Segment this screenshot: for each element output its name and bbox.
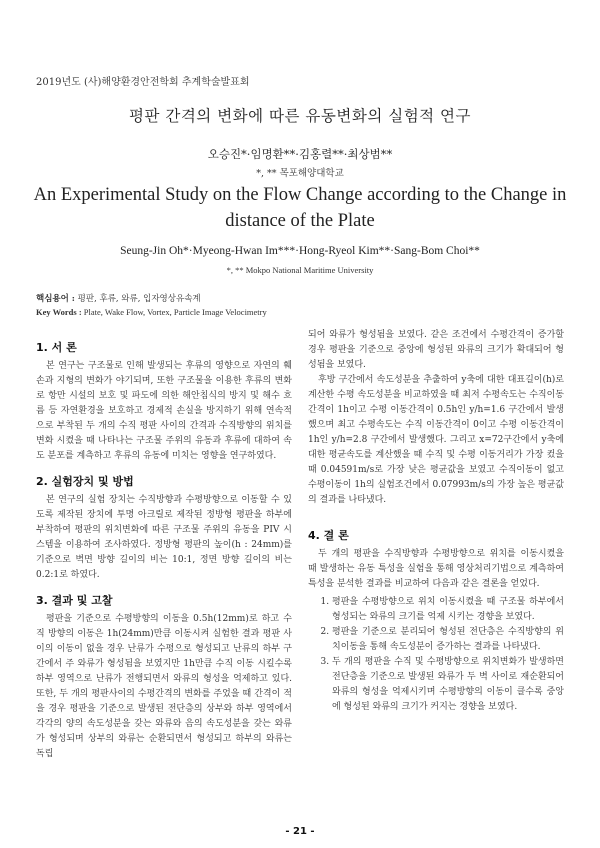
section-heading-conclusion: 4. 결 론 bbox=[308, 529, 349, 542]
right-column bbox=[308, 328, 564, 715]
keywords-english-label: Key Words : bbox=[36, 307, 82, 317]
section-text-conclusion: 두 개의 평판을 수직방향과 수평방향으로 위치를 이동시켰을 때 발생하는 유동 특성을 실험을 통해 영상처리기법으로 계측하여 특성을 분석한 결과를 비교하여 다음과 같은 결론을 얻었다. bbox=[308, 549, 564, 589]
spacer bbox=[308, 508, 564, 518]
conclusion-item: 1. 평판을 수평방향으로 위치 이동시켰을 때 구조물 하부에서 형성되는 와류의 크기를 억제 시키는 경향을 보였다. bbox=[332, 595, 564, 625]
section-heading-intro: 1. 서 론 bbox=[36, 341, 77, 354]
conclusion-item: 2. 평판을 기준으로 분리되어 형성된 전단층은 수직방향의 위치이동을 통해 속도성분이 증가하는 결과를 나타냈다. bbox=[332, 625, 564, 655]
section-heading-apparatus: 2. 실험장치 및 방법 bbox=[36, 475, 134, 488]
conference-header: 2019년도 (사)해양환경안전학회 추계학술발표회 bbox=[36, 77, 250, 88]
conclusion-list bbox=[308, 595, 564, 715]
section-text-results-continued: 되어 와류가 형성됨을 보였다. 같은 조건에서 수평간격이 증가할 경우 평판을 기준으로 중앙에 형성된 와류의 크기가 확대되어 형성됨을 보였다. bbox=[308, 330, 564, 370]
affiliation-english: *, ** Mokpo National Maritime University bbox=[226, 265, 374, 275]
section-heading-results: 3. 결과 및 고찰 bbox=[36, 594, 113, 607]
section-text-intro: 본 연구는 구조물로 인해 발생되는 후류의 영향으로 자연의 훼손과 지형의 변화가 야기되며, 또한 구조물을 이용한 후류의 변화로 항만 시설의 보호 및 파도에 의한 해안침식의 방지 및 해수 흐름 등 자연환경을 보호하고 경제적 손실을 방지하기 위해 연속적으로 부착된 두 개의 수직 평판 사이의 간격과 수직방향의 위치를 변화 시켰을 때 나타나는 구조물 주위의 유동과 후류에 대하여 속도 분포를 계측하고 후류의 유동에 미치는 영향을 연구하였다. bbox=[36, 361, 292, 461]
keywords-korean bbox=[36, 292, 201, 304]
authors-english: Seung-Jin Oh*·Myeong-Hwan Im***·Hong-Ryeol Kim**·Sang-Bom Choi** bbox=[120, 245, 480, 257]
keywords-korean-label: 핵심용어 : bbox=[36, 294, 75, 304]
keywords-korean-text: 평판, 후류, 와류, 입자영상유속계 bbox=[77, 294, 201, 304]
section-text-apparatus: 본 연구의 실험 장치는 수직방향과 수평방향으로 이동할 수 있도록 제작된 장치에 투명 아크릴로 제작된 정방형 평판을 하부에 부착하여 평판의 위치변화에 따른 구조물 주위의 유동을 PIV 시스템을 이용하여 조사하였다. 정방형 평판의 높이(h : 24mm)를 기준으로 벽면 방향 길이의 비는 10:1, 정면 방향 길이의 비는 0.2:1로 하였다. bbox=[36, 495, 292, 580]
conclusion-item: 3. 두 개의 평판을 수직 및 수평방향으로 위치변화가 발생하면 전단층을 기준으로 발생된 와류가 두 벽 사이로 재순환되어 와류의 형성을 억제시키며 수평방향의 이동이 클수록 중앙에 형성된 와류의 크기가 커지는 경향을 보였다. bbox=[332, 655, 564, 715]
page-number: - 21 - bbox=[285, 826, 315, 837]
title-korean: 평판 간격의 변화에 따른 유동변화의 실험적 연구 bbox=[128, 107, 472, 125]
affiliation-korean: *, ** 목포해양대학교 bbox=[256, 168, 344, 179]
authors-korean: 오승진*·임명환**·김홍렬**·최상범** bbox=[207, 147, 393, 161]
keywords-english-text: Plate, Wake Flow, Vortex, Particle Image Velocimetry bbox=[83, 307, 267, 317]
keywords-english bbox=[36, 307, 267, 317]
section-text-results-2: 후방 구간에서 속도성분을 추출하여 y축에 대한 대표길이(h)로 계산한 수평 속도성분을 비교하였을 때 최저 수평속도는 수직이동 간격이 1h이고 수평 이동간격이 0.5h인 y/h=1.6 구간에서 발생했으며 최고 수평속도는 수직 이동간격이 0이고 수평 이동간격이 1h인 y/h=2.8 구간에서 발생했다. 그리고 x=72구간에서 y축에 대한 평균속도를 계산했을 때 수직 및 수평 이동거리가 가장 컸을 때 0.04591m/s로 가장 낮은 평균값을 보였고 수직이동이 없고 수평이동이 1h의 실험조건에서 0.07993m/s의 가장 높은 평균값의 결과를 나타냈다. bbox=[308, 375, 564, 505]
section-text-results: 평판을 기준으로 수평방향의 이동을 0.5h(12mm)로 하고 수직 방향의 이동은 1h(24mm)만큼 이동시켜 실험한 결과 평판 사이의 이동이 없을 경우 난류가 수평으로 형성되고 난류의 하부 구간에서 주 와류가 형성됨을 보였지만 1h만큼 수직 이동 시킬수록 하부 영역으로 난류가 전행되면서 와류의 형성을 억제하고 있다. 또한, 두 개의 평판사이의 수평간격의 변화를 주었을 때 간격이 적을 경우 평판을 기준으로 발생된 전단층의 상부와 하부 영역에서 각각의 양의 속도성분을 갖는 와류와 음의 속도성분을 갖는 와류가 형성되며 상부의 와류는 순환되면서 형성되고 하부의 와류는 독립 bbox=[36, 614, 292, 759]
title-english: An Experimental Study on the Flow Change according to the Change in distance of the Plate bbox=[33, 185, 567, 231]
left-column bbox=[36, 330, 292, 762]
